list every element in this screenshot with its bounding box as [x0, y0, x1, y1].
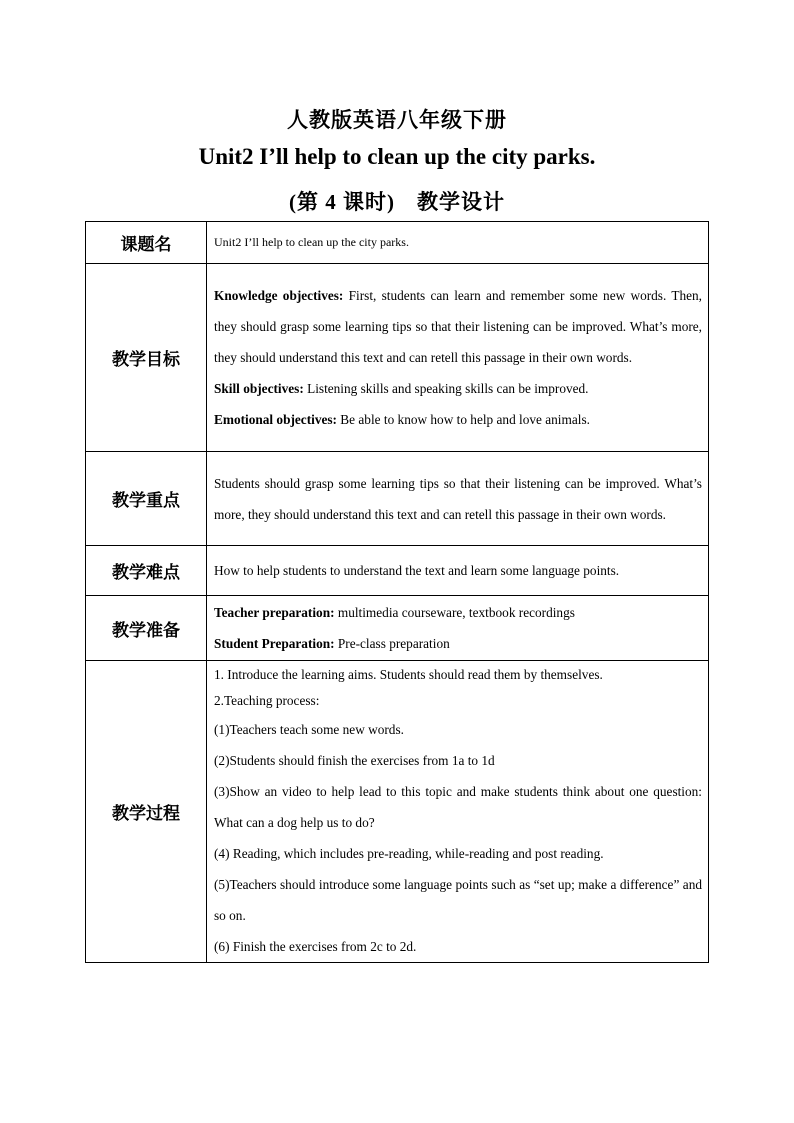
process-step-3: (3)Show an video to help lead to this topic and make students think about one question: What can a dog help us to do? [214, 784, 702, 830]
process-step-1: (1)Teachers teach some new words. [214, 722, 404, 737]
difficulties-cell [207, 546, 709, 596]
row-topic [86, 222, 709, 264]
key-points-cell [207, 452, 709, 546]
student-preparation [214, 628, 702, 659]
row-difficulties [86, 546, 709, 596]
process-step-4: (4) Reading, which includes pre-reading, while-reading and post reading. [214, 846, 604, 861]
objectives-label: 教学目标 [86, 264, 207, 452]
teacher-preparation [214, 597, 702, 628]
student-prep-text: Pre-class preparation [334, 636, 450, 651]
process-step-6: (6) Finish the exercises from 2c to 2d. [214, 939, 417, 954]
skill-text: Listening skills and speaking skills can be improved. [303, 381, 589, 396]
key-points-text: Students should grasp some learning tips so that their listening can be improved. What’s more, they should understand this text and can retell this passage in their own words. [214, 475, 702, 522]
process-step-5: (5)Teachers should introduce some language points such as “set up; make a difference” and so on. [214, 877, 702, 923]
student-prep-label: Student Preparation: [214, 636, 335, 651]
process-cell [207, 661, 709, 963]
row-process [86, 661, 709, 963]
row-preparation [86, 596, 709, 661]
emotional-text: Be able to know how to help and love animals. [336, 412, 590, 427]
teacher-prep-text: multimedia courseware, textbook recordings [334, 605, 575, 620]
row-objectives [86, 264, 709, 452]
lesson-subtitle: (第 4 课时) 教学设计 [289, 190, 505, 214]
lesson-plan-table [85, 221, 709, 963]
process-item-2: 2.Teaching process: [214, 693, 320, 708]
objectives-cell [207, 264, 709, 452]
skill-label: Skill objectives: [214, 381, 304, 396]
topic-value: Unit2 I’ll help to clean up the city parks. [207, 222, 709, 264]
key-points-label: 教学重点 [86, 452, 207, 546]
preparation-label: 教学准备 [86, 596, 207, 661]
emotional-objectives [214, 404, 702, 435]
preparation-cell [207, 596, 709, 661]
knowledge-label: Knowledge objectives: [214, 288, 344, 303]
difficulties-text: How to help students to understand the text and learn some language points. [214, 563, 620, 578]
topic-label: 课题名 [86, 222, 207, 264]
knowledge-objectives [214, 280, 702, 373]
teacher-prep-label: Teacher preparation: [214, 605, 335, 620]
difficulties-label: 教学难点 [86, 546, 207, 596]
row-key-points [86, 452, 709, 546]
document-title: 人教版英语八年级下册 [287, 108, 507, 132]
knowledge-text: First, students can learn and remember some new words. Then, they should grasp some learning tips so that their listening can be improved. What’s more, they should understand this text and can retell this passage in their own words. [214, 288, 702, 365]
process-step-2: (2)Students should finish the exercises from 1a to 1d [214, 753, 495, 768]
process-label: 教学过程 [86, 661, 207, 963]
emotional-label: Emotional objectives: [214, 412, 337, 427]
skill-objectives [214, 373, 702, 404]
process-item-1: 1. Introduce the learning aims. Students should read them by themselves. [214, 667, 603, 682]
unit-title: Unit2 I’ll help to clean up the city parks. [198, 144, 596, 169]
